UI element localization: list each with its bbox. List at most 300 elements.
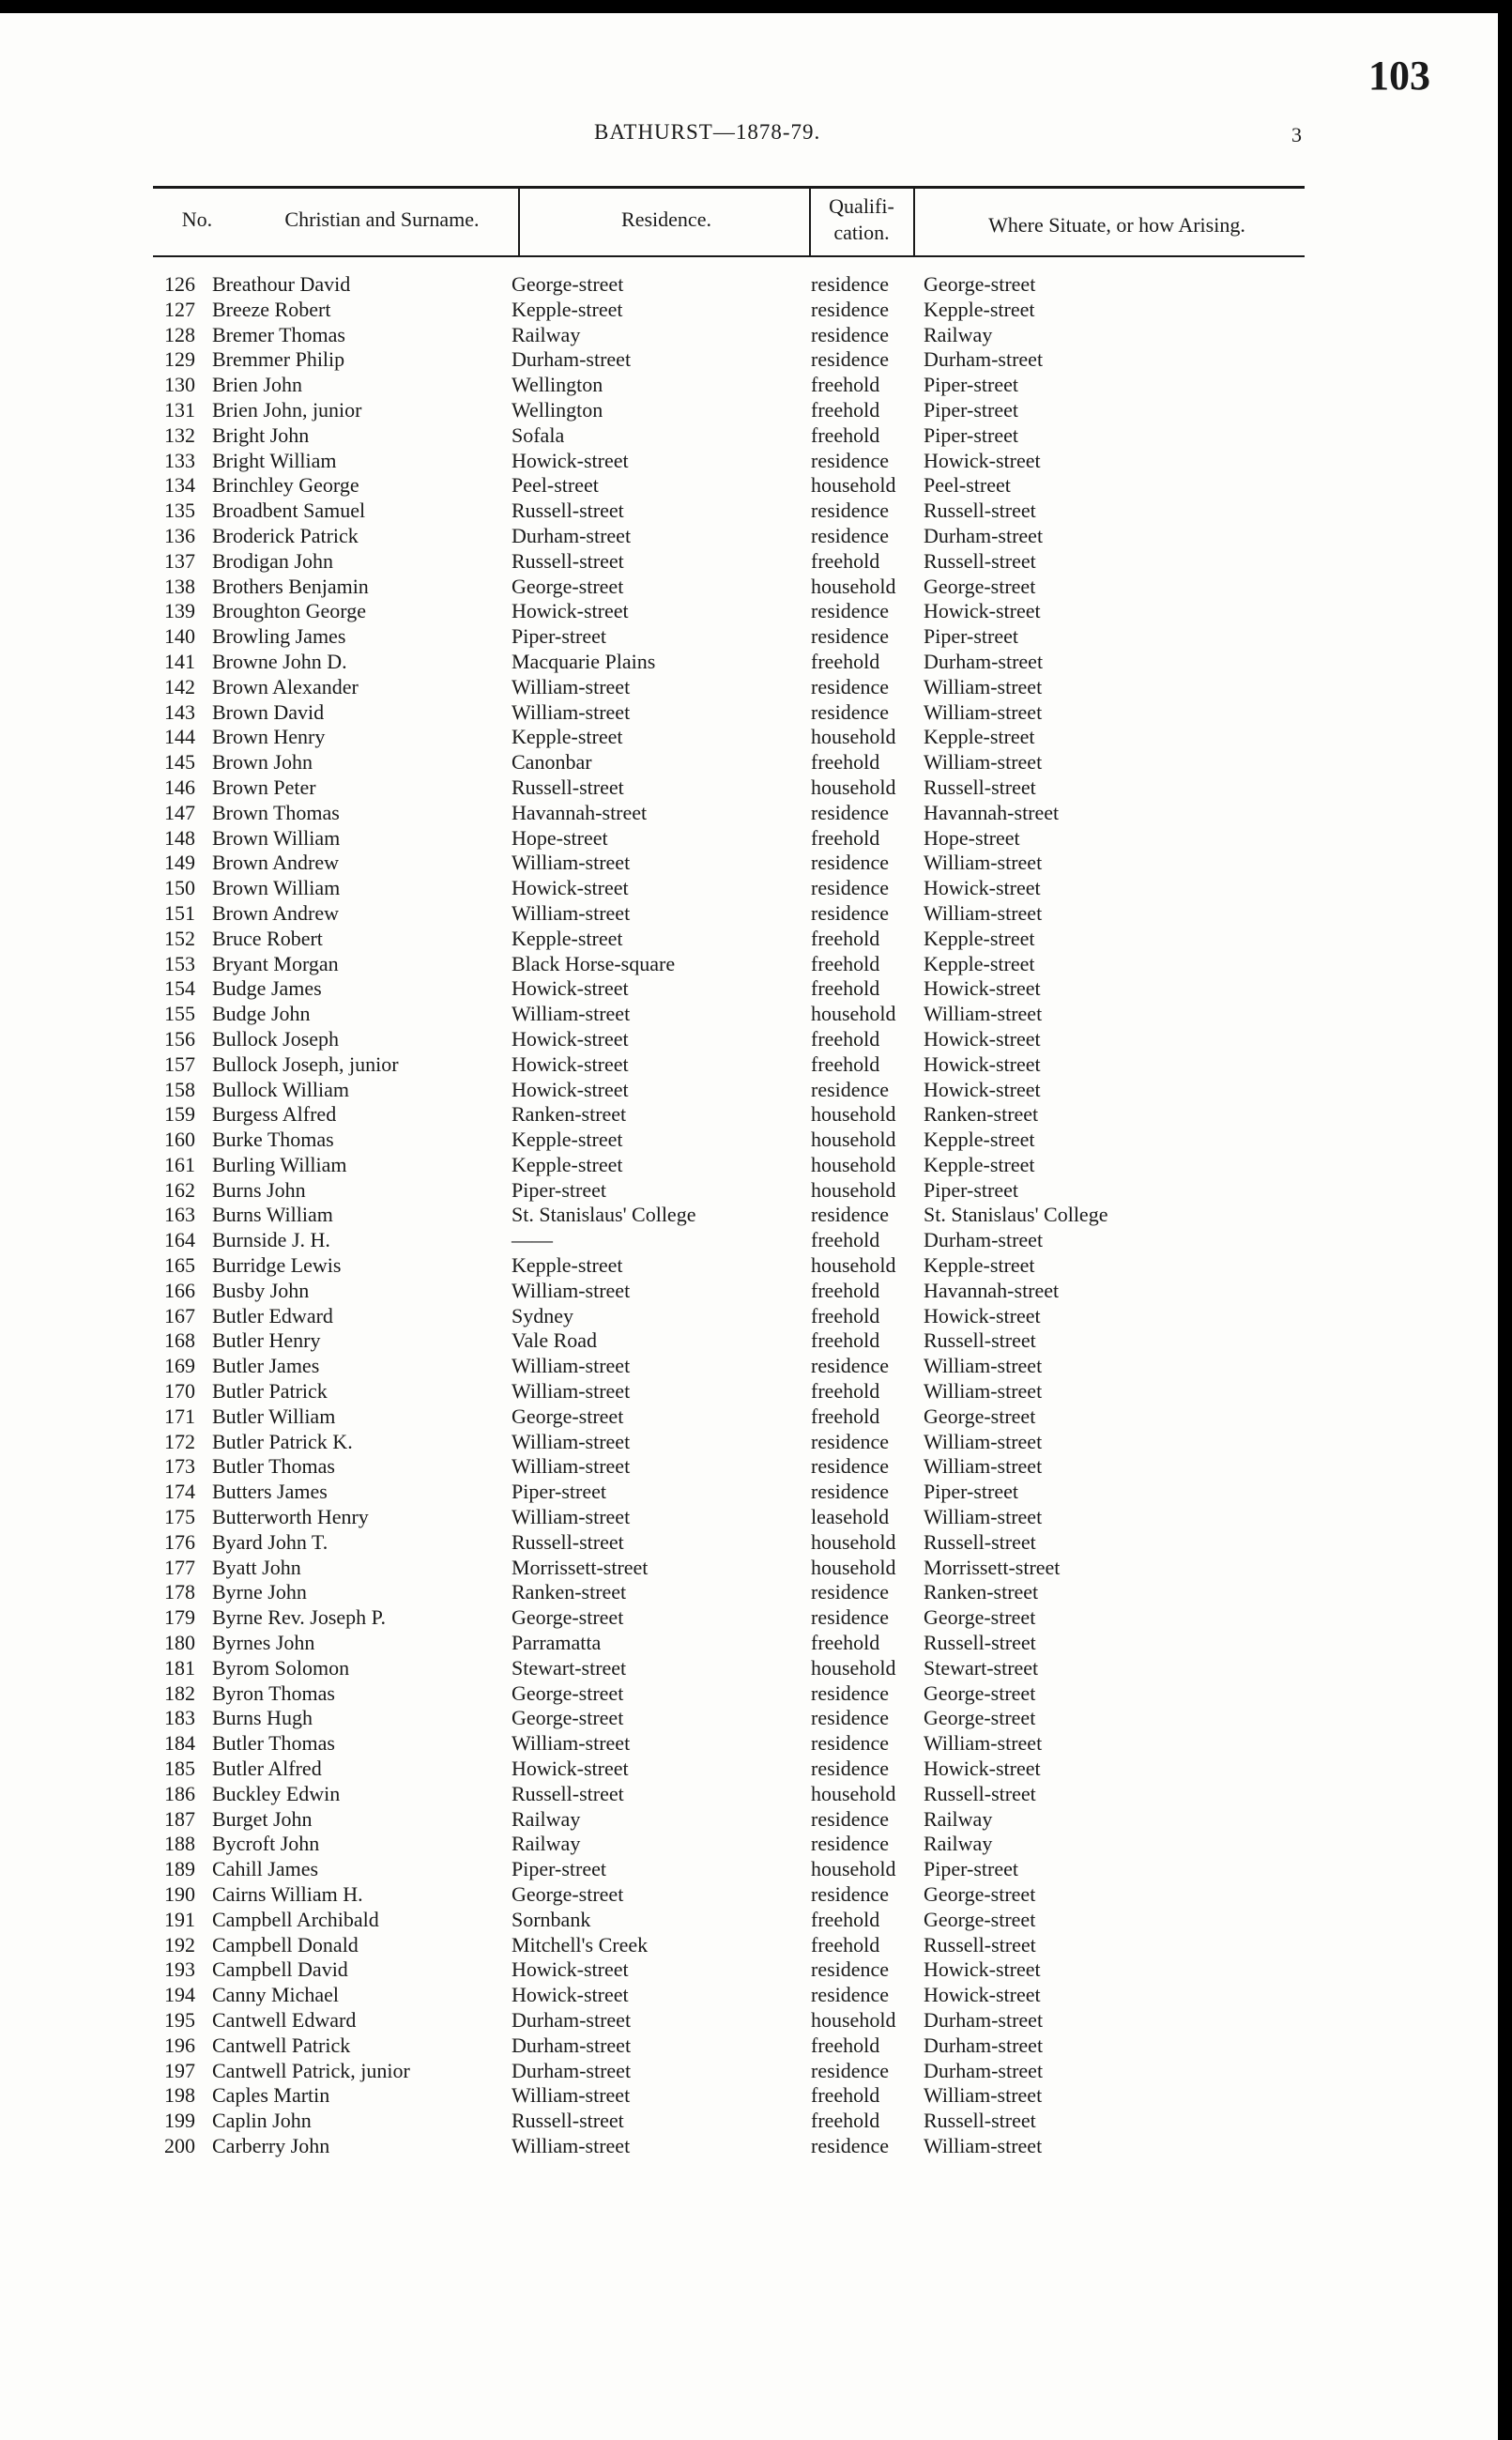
residence-cell: Howick-street [512,1077,629,1101]
qualification-cell: residence [811,322,890,346]
elector-name: Brien John, junior [212,397,362,422]
situate-cell: Piper-street [924,1480,1018,1504]
residence-cell: William-street [512,699,631,724]
entry-number: 184 [164,1731,195,1756]
entry-number: 196 [164,2033,195,2057]
elector-name: Byrom Solomon [212,1655,350,1680]
situate-cell: William-street [924,900,1043,925]
entry-number: 135 [164,499,195,523]
situate-cell: William-street [924,1505,1043,1529]
qualification-cell: freehold [811,1051,880,1076]
entry-number: 178 [164,1580,195,1604]
residence-cell: Durham-street [512,2007,632,2032]
situate-cell: William-street [924,1454,1043,1479]
qualification-cell: freehold [811,397,880,422]
situate-cell: Russell-street [924,548,1036,573]
entry-number: 153 [164,951,195,975]
qualification-cell: residence [811,674,890,698]
qualification-cell: residence [811,1882,890,1906]
residence-cell: Macquarie Plains [512,649,656,673]
elector-name: Brown David [212,699,325,724]
qualification-cell: freehold [811,1303,880,1327]
situate-cell: Russell-street [924,775,1036,799]
qualification-cell: household [811,1655,896,1680]
elector-name: Carberry John [212,2133,330,2157]
table-row [0,347,1498,373]
elector-name: Cahill James [212,1857,319,1881]
entry-number: 170 [164,1379,195,1404]
entry-number: 142 [164,674,195,698]
situate-cell: Durham-street [924,649,1044,673]
residence-cell: Howick-street [512,1051,629,1076]
residence-cell: Havannah-street [512,800,648,824]
residence-cell: Piper-street [512,624,606,649]
entry-number: 159 [164,1102,195,1127]
residence-cell: Howick-street [512,976,629,1001]
residence-cell: Ranken-street [512,1580,627,1604]
table-row [0,1153,1498,1178]
entry-number: 165 [164,1253,195,1278]
entry-number: 180 [164,1631,195,1655]
situate-cell: Howick-street [924,599,1041,623]
residence-cell: —— [512,1228,553,1252]
elector-name: Bullock Joseph [212,1026,340,1051]
elector-name: Byrne John [212,1580,307,1604]
situate-cell: Piper-street [924,1857,1018,1881]
entry-number: 132 [164,422,195,447]
entry-number: 129 [164,347,195,372]
elector-name: Breeze Robert [212,297,331,321]
entry-number: 197 [164,2058,195,2082]
elector-name: Busby John [212,1278,310,1302]
residence-cell: Russell-street [512,2109,624,2133]
residence-cell: Russell-street [512,1529,624,1554]
qualification-cell: residence [811,1983,890,2007]
residence-cell: George-street [512,272,624,296]
elector-name: Brown Andrew [212,900,340,925]
qualification-cell: residence [811,1354,890,1378]
table-row [0,952,1498,977]
entry-number: 126 [164,272,195,296]
qualification-cell: residence [811,1580,890,1604]
residence-cell: St. Stanislaus' College [512,1203,696,1227]
elector-name: Butterworth Henry [212,1505,369,1529]
entry-number: 147 [164,800,195,824]
entry-number: 189 [164,1857,195,1881]
residence-cell: Howick-street [512,876,629,900]
table-row [0,449,1498,474]
elector-name: Brien John [212,373,302,397]
table-row [0,1379,1498,1404]
entry-number: 162 [164,1177,195,1202]
table-row [0,599,1498,624]
qualification-cell: freehold [811,1907,880,1931]
qualification-cell: residence [811,1832,890,1856]
residence-cell: Railway [512,322,581,346]
elector-name: Burgess Alfred [212,1102,337,1127]
entry-number: 164 [164,1228,195,1252]
qualification-cell: freehold [811,1228,880,1252]
residence-cell: Black Horse-square [512,951,676,975]
residence-cell: Russell-street [512,1781,624,1805]
elector-name: Campbell Archibald [212,1907,379,1931]
table-row [0,1757,1498,1782]
elector-name: Brown Henry [212,725,326,749]
qualification-cell: household [811,1102,896,1127]
table-row [0,549,1498,575]
entry-number: 154 [164,976,195,1001]
entry-number: 149 [164,851,195,875]
qualification-cell: residence [811,800,890,824]
situate-cell: Ranken-street [924,1102,1039,1127]
entry-number: 166 [164,1278,195,1302]
situate-cell: Havannah-street [924,800,1060,824]
residence-cell: Howick-street [512,1026,629,1051]
qualification-cell: residence [811,1757,890,1781]
column-header-situate: Where Situate, or how Arising. [988,213,1245,237]
qualification-cell: freehold [811,373,880,397]
table-row [0,976,1498,1002]
qualification-cell: freehold [811,1278,880,1302]
elector-name: Butler Patrick [212,1379,328,1404]
page-number: 103 [1368,53,1430,99]
table-row [0,298,1498,323]
elector-name: Butler Henry [212,1328,321,1353]
situate-cell: George-street [924,1404,1036,1428]
residence-cell: William-street [512,900,631,925]
qualification-cell: freehold [811,825,880,850]
elector-name: Cantwell Patrick [212,2033,351,2057]
table-row [0,1505,1498,1530]
column-header-no: No. [181,207,213,231]
table-row [0,2134,1498,2159]
situate-cell: George-street [924,272,1036,296]
qualification-cell: residence [811,1480,890,1504]
elector-name: Butler James [212,1354,320,1378]
residence-cell: Kepple-street [512,1128,623,1152]
entry-number: 137 [164,548,195,573]
table-row [0,499,1498,524]
elector-name: Bremer Thomas [212,322,345,346]
table-row [0,2083,1498,2109]
situate-cell: William-street [924,1002,1043,1026]
elector-name: Campbell Donald [212,1932,359,1957]
residence-cell: Durham-street [512,347,632,372]
qualification-cell: residence [811,599,890,623]
situate-cell: Stewart-street [924,1655,1039,1680]
entry-number: 136 [164,523,195,547]
situate-cell: Ranken-street [924,1580,1039,1604]
residence-cell: Howick-street [512,1983,629,2007]
table-row [0,1957,1498,1983]
elector-name: Brodigan John [212,548,333,573]
elector-name: Caplin John [212,2109,312,2133]
qualification-cell: leasehold [811,1505,890,1529]
qualification-cell: residence [811,1731,890,1756]
elector-name: Butler Edward [212,1303,333,1327]
situate-cell: Piper-street [924,422,1018,447]
table-row [0,473,1498,499]
elector-name: Brothers Benjamin [212,574,369,598]
situate-cell: Kepple-street [924,1152,1035,1176]
elector-name: Budge James [212,976,322,1001]
entry-number: 191 [164,1907,195,1931]
table-row [0,1328,1498,1354]
entry-number: 179 [164,1605,195,1630]
elector-name: Cantwell Edward [212,2007,357,2032]
entry-number: 172 [164,1429,195,1453]
qualification-cell: residence [811,499,890,523]
residence-cell: Howick-street [512,1957,629,1982]
entry-number: 127 [164,297,195,321]
situate-cell: Kepple-street [924,1128,1035,1152]
situate-cell: Howick-street [924,1303,1041,1327]
qualification-cell: freehold [811,2109,880,2133]
elector-name: Bullock Joseph, junior [212,1051,399,1076]
qualification-cell: freehold [811,2083,880,2108]
qualification-cell: residence [811,876,890,900]
situate-cell: George-street [924,574,1036,598]
situate-cell: Piper-street [924,624,1018,649]
qualification-cell: residence [811,1454,890,1479]
table-row [0,775,1498,801]
qualification-cell: household [811,473,896,498]
entry-number: 173 [164,1454,195,1479]
situate-cell: St. Stanislaus' College [924,1203,1108,1227]
elector-name: Bycroft John [212,1832,320,1856]
table-row [0,1027,1498,1052]
entry-number: 133 [164,448,195,472]
table-row [0,801,1498,826]
situate-cell: Railway [924,322,993,346]
qualification-cell: household [811,725,896,749]
situate-cell: Havannah-street [924,1278,1060,1302]
table-row [0,1556,1498,1581]
situate-cell: Durham-street [924,2007,1044,2032]
residence-cell: Russell-street [512,775,624,799]
qualification-cell: household [811,1253,896,1278]
qualification-cell: household [811,1177,896,1202]
elector-name: Bryant Morgan [212,951,339,975]
situate-cell: Howick-street [924,1051,1041,1076]
situate-cell: Howick-street [924,448,1041,472]
table-row [0,1052,1498,1078]
elector-name: Broughton George [212,599,366,623]
residence-cell: Canonbar [512,750,592,775]
entry-number: 192 [164,1932,195,1957]
qualification-cell: residence [811,2133,890,2157]
table-row [0,1102,1498,1128]
table-row [0,725,1498,750]
elector-name: Canny Michael [212,1983,340,2007]
residence-cell: Sornbank [512,1907,591,1931]
entry-number: 193 [164,1957,195,1982]
entry-number: 195 [164,2007,195,2032]
table-row [0,700,1498,726]
residence-cell: Stewart-street [512,1655,627,1680]
table-row [0,1304,1498,1329]
residence-cell: William-street [512,1429,631,1453]
entry-number: 176 [164,1529,195,1554]
situate-cell: William-street [924,1731,1043,1756]
entry-number: 150 [164,876,195,900]
elector-name: Burnside J. H. [212,1228,330,1252]
qualification-cell: residence [811,272,890,296]
qualification-cell: residence [811,1706,890,1730]
column-header-qualification: Qualifi- cation. [829,194,894,244]
residence-cell: Kepple-street [512,297,623,321]
entry-number: 161 [164,1152,195,1176]
table-row [0,1454,1498,1480]
qualification-cell: residence [811,1957,890,1982]
entry-number: 167 [164,1303,195,1327]
residence-cell: Vale Road [512,1328,598,1353]
qualification-cell: freehold [811,1404,880,1428]
table-row [0,272,1498,298]
situate-cell: Kepple-street [924,951,1035,975]
elector-name: Burns John [212,1177,306,1202]
elector-name: Butler Patrick K. [212,1429,353,1453]
table-row [0,1882,1498,1908]
situate-cell: Howick-street [924,876,1041,900]
table-row [0,1530,1498,1556]
residence-cell: Kepple-street [512,725,623,749]
residence-cell: George-street [512,1605,624,1630]
elector-name: Burke Thomas [212,1128,334,1152]
situate-cell: Piper-street [924,373,1018,397]
qualification-cell: household [811,775,896,799]
qualification-cell: freehold [811,422,880,447]
residence-cell: Wellington [512,397,603,422]
elector-name: Cantwell Patrick, junior [212,2058,410,2082]
qualification-cell: household [811,1152,896,1176]
table-row [0,624,1498,650]
residence-cell: William-street [512,2083,631,2108]
table-row [0,1807,1498,1833]
qualification-cell: household [811,574,896,598]
table-row [0,826,1498,852]
column-divider [913,186,915,257]
entry-number: 200 [164,2133,195,2157]
entry-number: 148 [164,825,195,850]
situate-cell: Howick-street [924,1026,1041,1051]
situate-cell: George-street [924,1605,1036,1630]
residence-cell: Morrissett-street [512,1555,649,1579]
entry-number: 139 [164,599,195,623]
column-header-name: Christian and Surname. [284,207,480,231]
qualification-cell: freehold [811,750,880,775]
elector-name: Burling William [212,1152,347,1176]
elector-name: Burns William [212,1203,333,1227]
residence-cell: Wellington [512,373,603,397]
entry-number: 158 [164,1077,195,1101]
elector-name: Byatt John [212,1555,301,1579]
elector-name: Broderick Patrick [212,523,359,547]
qualification-cell: household [811,1555,896,1579]
table-row [0,1178,1498,1204]
table-row [0,1605,1498,1631]
situate-cell: Durham-street [924,2033,1044,2057]
table-row [0,2033,1498,2059]
entry-number: 183 [164,1706,195,1730]
table-row [0,1002,1498,1027]
residence-cell: Howick-street [512,448,629,472]
residence-cell: William-street [512,1454,631,1479]
header-bottom-rule [153,255,1305,257]
situate-cell: Howick-street [924,1077,1041,1101]
table-row [0,1404,1498,1430]
situate-cell: Kepple-street [924,1253,1035,1278]
residence-cell: William-street [512,851,631,875]
table-row [0,1983,1498,2008]
residence-cell: Kepple-street [512,1152,623,1176]
residence-cell: Russell-street [512,499,624,523]
table-row [0,927,1498,952]
table-row [0,2008,1498,2033]
elector-name: Bremmer Philip [212,347,345,372]
elector-name: Brown John [212,750,313,775]
elector-name: Caples Martin [212,2083,330,2108]
entry-number: 198 [164,2083,195,2108]
entry-number: 168 [164,1328,195,1353]
table-row [0,575,1498,600]
entry-number: 171 [164,1404,195,1428]
elector-name: Breathour David [212,272,351,296]
table-row [0,1857,1498,1882]
table-row [0,1706,1498,1731]
table-row [0,373,1498,398]
column-divider [518,186,520,257]
qualification-cell: residence [811,1203,890,1227]
residence-cell: William-street [512,1354,631,1378]
qualification-cell: freehold [811,926,880,950]
situate-cell: George-street [924,1907,1036,1931]
sheet-number: 3 [1291,123,1302,146]
scan-border [0,0,1512,13]
residence-cell: Kepple-street [512,1253,623,1278]
entry-number: 155 [164,1002,195,1026]
situate-cell: Hope-street [924,825,1020,850]
table-row [0,1354,1498,1379]
residence-cell: Hope-street [512,825,608,850]
qualification-cell: household [811,1857,896,1881]
residence-cell: William-street [512,1002,631,1026]
entry-number: 181 [164,1655,195,1680]
situate-cell: Durham-street [924,2058,1044,2082]
situate-cell: Howick-street [924,1757,1041,1781]
qualification-cell: freehold [811,976,880,1001]
page-title: BATHURST—1878-79. [594,120,821,144]
residence-cell: William-street [512,1278,631,1302]
table-row [0,323,1498,348]
table-row [0,2109,1498,2134]
qualification-cell: residence [811,347,890,372]
entry-number: 175 [164,1505,195,1529]
qualification-cell: residence [811,851,890,875]
elector-name: Burns Hugh [212,1706,313,1730]
column-header-residence: Residence. [621,207,711,231]
table-row [0,1253,1498,1279]
entry-number: 130 [164,373,195,397]
entry-number: 143 [164,699,195,724]
entry-number: 157 [164,1051,195,1076]
entry-number: 160 [164,1128,195,1152]
residence-cell: George-street [512,1882,624,1906]
qualification-cell: household [811,2007,896,2032]
qualification-cell: freehold [811,548,880,573]
residence-cell: Durham-street [512,2033,632,2057]
qualification-cell: residence [811,900,890,925]
